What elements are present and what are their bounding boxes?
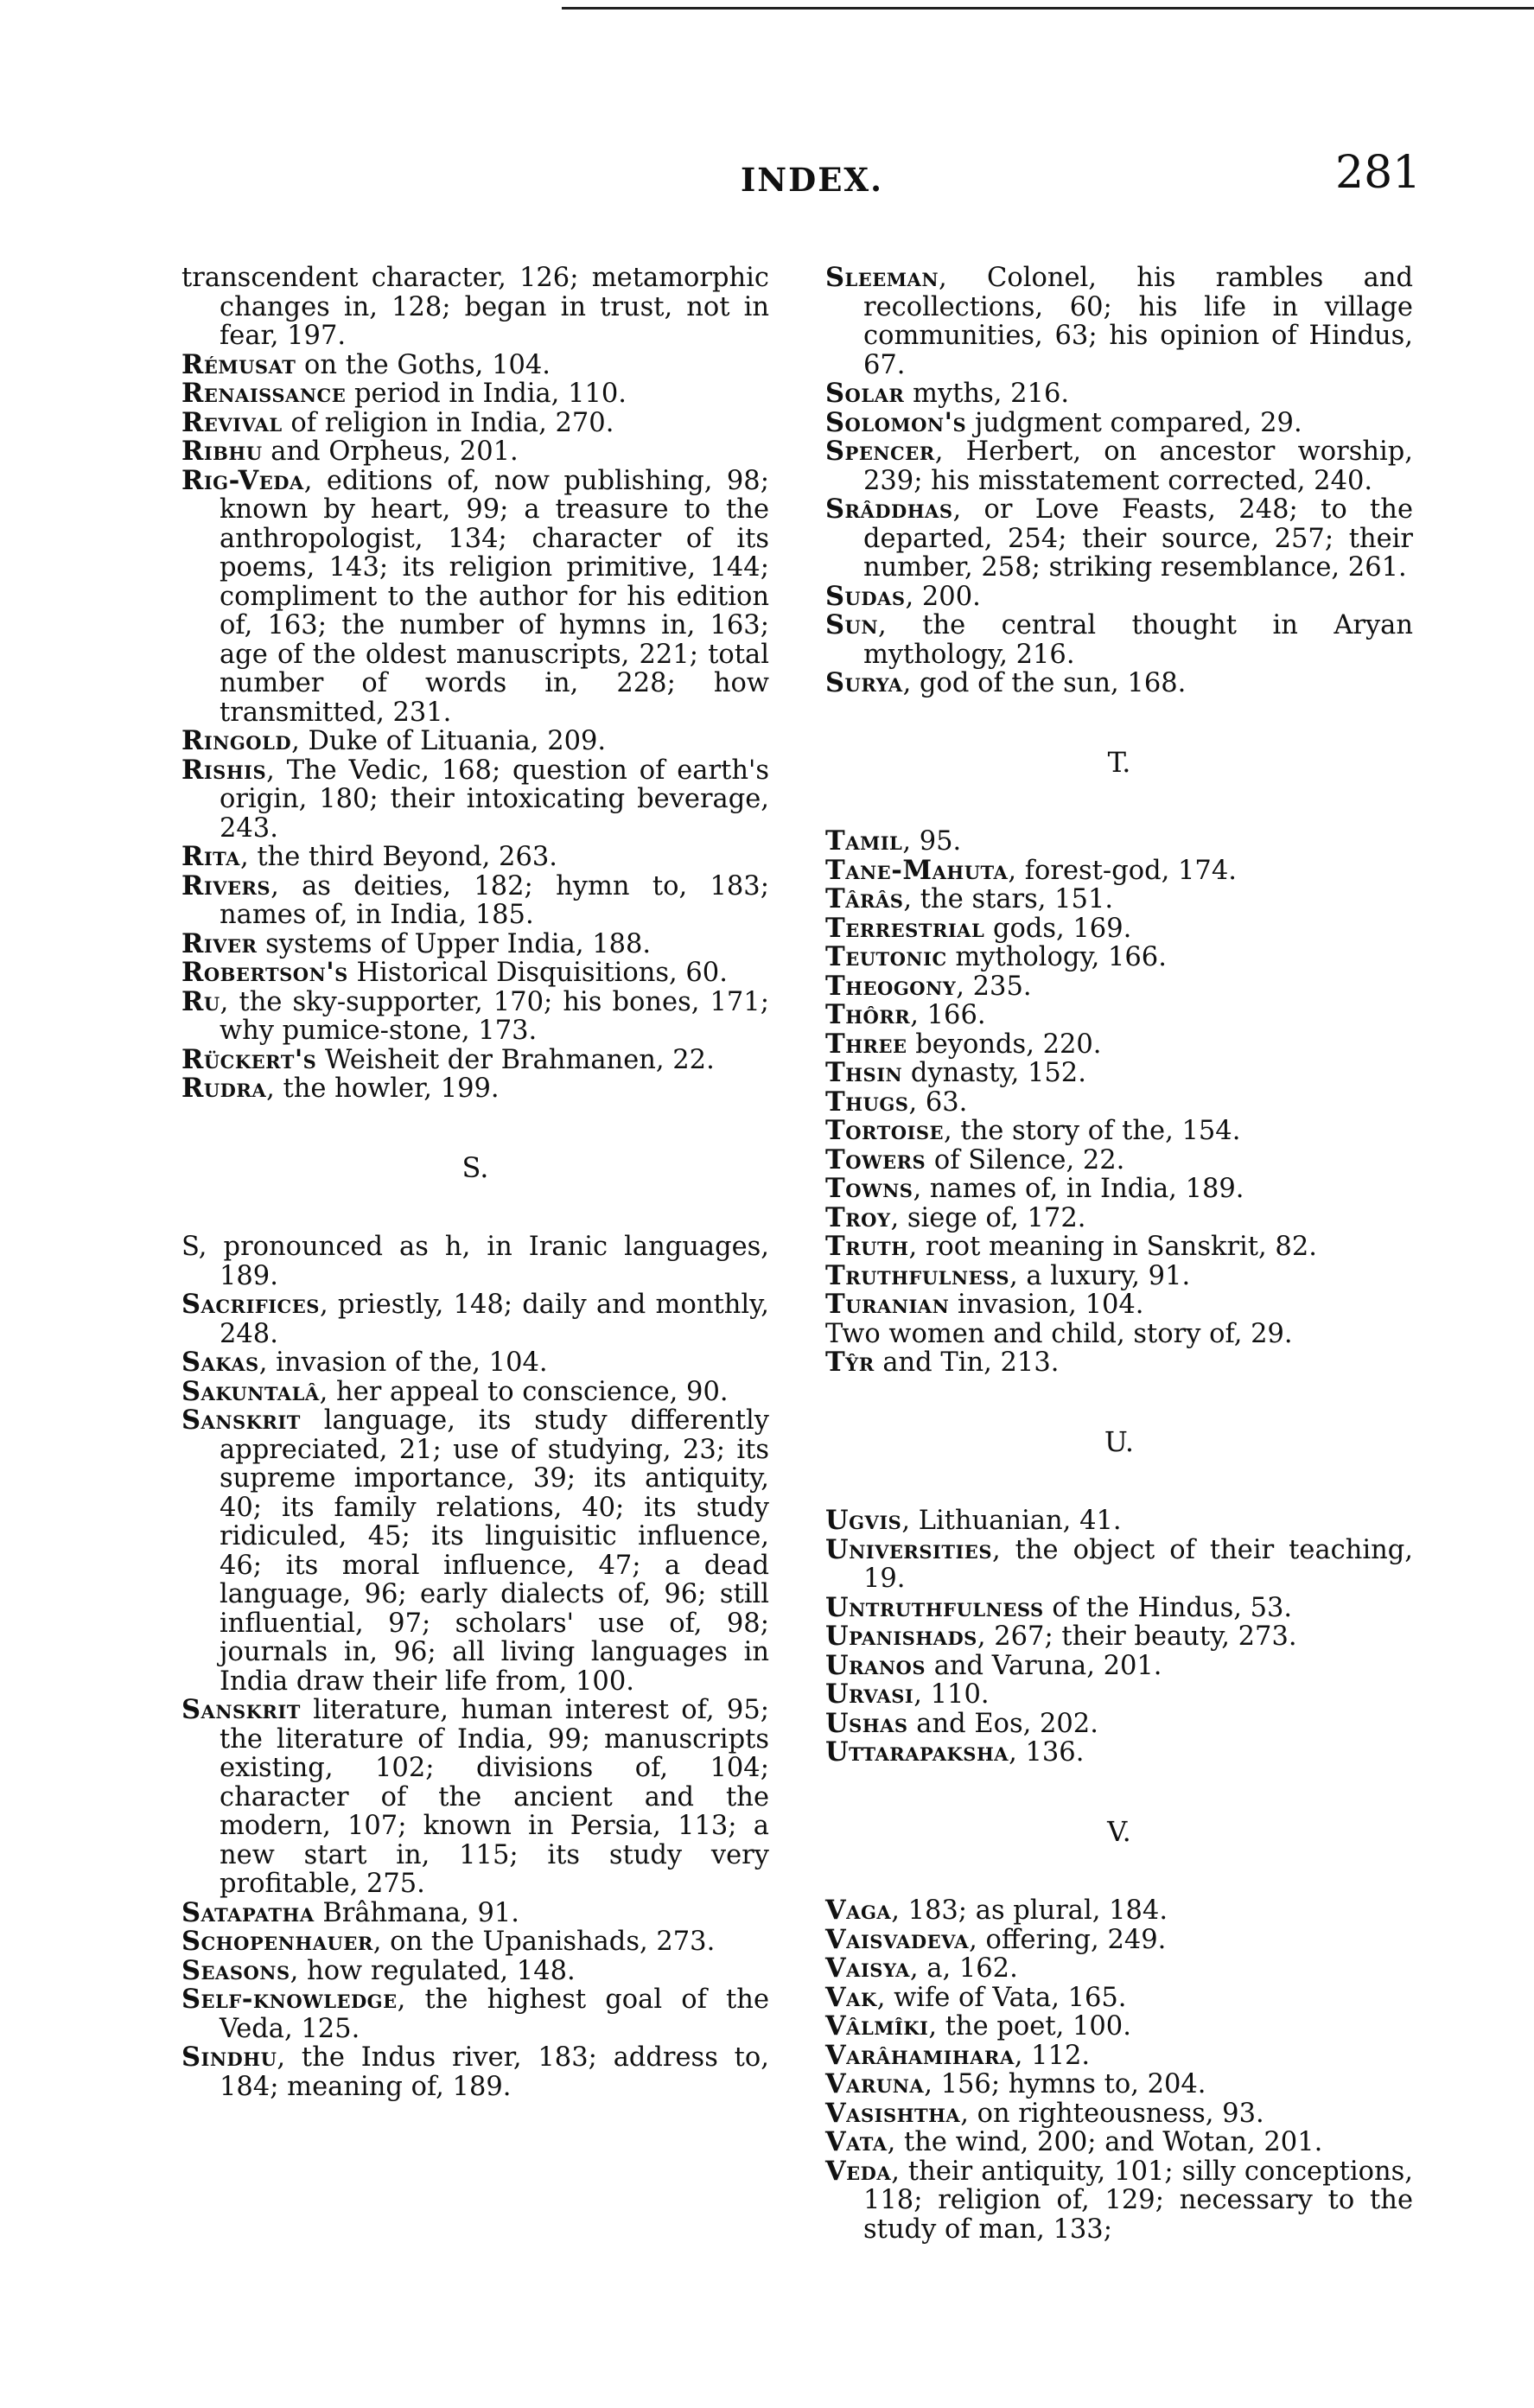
entry-headword: Vak <box>825 1981 877 2013</box>
entry-headword: Rémusat <box>181 348 296 380</box>
entry-text: , 200. <box>905 581 981 612</box>
entry-text: , the third Beyond, 263. <box>239 842 557 872</box>
index-entry <box>181 985 769 1046</box>
index-entry <box>825 1259 1413 1291</box>
entry-text: , Colonel, his rambles and recollections, 60; his life in village communities, 63; his opinion of Hindus, 67. <box>863 263 1413 380</box>
index-entry <box>181 843 769 872</box>
entry-text: , the stars, 151. <box>903 884 1114 914</box>
top-rule <box>562 7 1534 10</box>
entries-r-continued <box>181 264 769 1104</box>
entry-text: , the central thought in Aryan mythology, 216. <box>863 610 1413 670</box>
entry-text: , the poet, 100. <box>928 2011 1131 2042</box>
entry-headword: Ushas <box>825 1707 908 1739</box>
entry-text: and Orpheus, 201. <box>262 436 519 467</box>
entry-text: , as deities, 182; hymn to, 183; names of, in India, 185. <box>220 870 769 930</box>
entry-text: , wife of Vata, 165. <box>876 1982 1127 2013</box>
entry-text: and Eos, 202. <box>907 1708 1098 1739</box>
index-entry <box>181 1375 769 1407</box>
index-entry <box>181 406 769 438</box>
index-entry <box>825 2070 1413 2099</box>
index-entry <box>825 1622 1413 1652</box>
entry-text: , forest-god, 174. <box>1008 855 1237 886</box>
entry-headword: Schopenhauer <box>181 1926 373 1957</box>
index-entry <box>825 914 1413 944</box>
entry-text: dynasty, 152. <box>902 1058 1086 1088</box>
entry-text: , the object of their teaching, 19. <box>863 1534 1413 1594</box>
entry-text: , a, 162. <box>909 1953 1018 1984</box>
entry-headword: Rishis <box>181 754 267 786</box>
index-column-left <box>181 264 769 2101</box>
entry-headword: Rig-Veda <box>181 464 304 496</box>
entry-text: , priestly, 148; daily and monthly, 248. <box>220 1290 769 1349</box>
entry-text: mythology, 166. <box>946 942 1167 972</box>
entry-text: , her appeal to conscience, 90. <box>319 1376 729 1407</box>
entry-headword: Turanian <box>825 1289 950 1320</box>
entries-s-continued <box>825 264 1413 698</box>
entry-text: , offering, 249. <box>969 1924 1167 1955</box>
entry-text: , the howler, 199. <box>266 1073 500 1104</box>
index-entry <box>181 756 769 844</box>
entry-headword: Towns <box>825 1173 913 1204</box>
entry-headword: Self-knowledge <box>181 1984 398 2015</box>
entry-text: , editions of, now publishing, 98; known by heart, 99; a treasure to the anthropologist, 134; character of its poems, 143; its religion primitive, 144; compliment to the author for his edition of, 163; the number of hymns in, 163; age of the oldest manuscripts, 221; total number of words in, 228; how transmitted, 231. <box>220 465 769 728</box>
entry-headword: Tŷr <box>825 1347 875 1378</box>
index-entry <box>825 1707 1413 1739</box>
entry-headword: Sacrifices <box>181 1289 320 1320</box>
entry-text: , how regulated, 148. <box>290 1955 576 1986</box>
entry-headword: Vaga <box>825 1895 892 1926</box>
entry-headword: Sanskrit <box>181 1405 301 1436</box>
entry-text: , siege of, 172. <box>890 1202 1086 1233</box>
entry-text: , the Indus river, 183; address to, 184; meaning of, 189. <box>220 2042 769 2102</box>
entry-text: of Silence, 22. <box>926 1144 1125 1175</box>
entry-text: , the sky-supporter, 170; his bones, 171; why pumice-stone, 173. <box>220 986 769 1046</box>
section-heading-s: S. <box>461 1150 489 1184</box>
entry-text: , 63. <box>908 1086 968 1118</box>
index-entry <box>181 2043 769 2101</box>
entry-headword: Renaissance <box>181 378 347 409</box>
entry-text: , 166. <box>910 1000 986 1030</box>
entry-headword: Truthfulness <box>825 1259 1009 1291</box>
entry-headword: River <box>181 927 258 959</box>
index-entry <box>825 1649 1413 1681</box>
running-head <box>0 147 1534 216</box>
entry-headword: Ribhu <box>181 436 263 467</box>
entry-text: , 267; their beauty, 273. <box>977 1621 1297 1652</box>
entry-text: on the Goths, 104. <box>296 349 551 380</box>
index-entry <box>825 1923 1413 1955</box>
index-entry <box>181 1233 769 1290</box>
index-entry <box>825 1290 1413 1320</box>
entry-headword: Troy <box>825 1201 891 1233</box>
entry-text: , 136. <box>1009 1737 1085 1768</box>
entry-text: , on the Upanishads, 273. <box>372 1927 716 1957</box>
entry-text: , 235. <box>956 971 1032 1002</box>
entry-headword: Veda <box>825 2155 892 2187</box>
entry-headword: Rückert's <box>181 1043 317 1075</box>
entry-headword: Sun <box>825 609 879 640</box>
index-entry <box>825 1001 1413 1030</box>
index-entry <box>825 1348 1413 1378</box>
index-entry <box>825 943 1413 972</box>
entry-text: , 156; hymns to, 204. <box>924 2069 1206 2099</box>
entry-text: gods, 169. <box>984 913 1132 944</box>
entry-text: invasion, 104. <box>949 1290 1144 1320</box>
entry-text: , root meaning in Sanskrit, 82. <box>908 1232 1317 1262</box>
index-entry <box>181 1985 769 2043</box>
index-entry <box>181 1348 769 1378</box>
entry-headword: Untruthfulness <box>825 1591 1044 1623</box>
index-entry <box>825 1533 1413 1594</box>
entry-text: , 183; as plural, 184. <box>891 1895 1168 1926</box>
entry-text: judgment compared, 29. <box>966 407 1302 438</box>
entry-headword: Vaisvadeva <box>825 1923 970 1955</box>
section-heading-t: T. <box>1107 745 1131 779</box>
index-entry <box>825 406 1413 438</box>
entry-text: period in India, 110. <box>346 379 627 409</box>
entry-text: and Varuna, 201. <box>926 1650 1162 1681</box>
entry-text: , Duke of Lituania, 209. <box>291 726 607 756</box>
index-entry <box>181 464 769 728</box>
entry-headword: Varâhamihara <box>825 2039 1015 2071</box>
entry-text: myths, 216. <box>904 379 1070 409</box>
index-entry <box>181 1406 769 1696</box>
index-entry <box>825 1059 1413 1088</box>
index-entry <box>181 437 769 467</box>
index-entry <box>181 348 769 380</box>
index-entry <box>825 1143 1413 1175</box>
entry-headword: Solar <box>825 378 905 409</box>
index-entry <box>825 1233 1413 1262</box>
entry-text: Historical Disquisitions, 60. <box>347 958 728 988</box>
index-entry <box>181 1927 769 1957</box>
index-entry <box>825 1680 1413 1710</box>
entry-headword: Srâddhas <box>825 494 953 525</box>
entry-text: of the Hindus, 53. <box>1043 1592 1293 1623</box>
index-entry <box>825 885 1413 914</box>
entry-text: , on righteousness, 93. <box>960 2098 1264 2129</box>
entry-text: Brâhmana, 91. <box>314 1897 519 1928</box>
entry-text: , their antiquity, 101; silly conceptions, 118; religion of, 129; necessary to the study of man, 133; <box>863 2156 1413 2245</box>
index-entry <box>181 264 769 351</box>
entry-text: , Lithuanian, 41. <box>901 1506 1122 1536</box>
index-entry <box>825 580 1413 612</box>
entry-headword: Theogony <box>825 970 957 1002</box>
entry-headword: Tane-Mahuta <box>825 854 1009 886</box>
entry-text: , the highest goal of the Veda, 125. <box>220 1984 769 2044</box>
entry-headword: Three <box>825 1028 907 1060</box>
entry-headword: Sanskrit <box>181 1694 301 1725</box>
entry-headword: Ringold <box>181 725 292 756</box>
entry-headword: Ru <box>181 985 220 1017</box>
entry-headword: Towers <box>825 1143 926 1175</box>
entry-text: S, pronounced as h, in Iranic languages, 189. <box>181 1232 769 1291</box>
index-entry <box>181 959 769 988</box>
index-entry <box>825 1954 1413 1984</box>
entries-u <box>825 1507 1413 1768</box>
index-entry <box>181 1896 769 1928</box>
entry-headword: Vâlmîki <box>825 2010 929 2042</box>
entry-text: , Herbert, on ancestor worship, 239; his misstatement corrected, 240. <box>863 436 1413 496</box>
entry-headword: Surya <box>825 667 903 698</box>
entry-headword: Sindhu <box>181 2042 277 2073</box>
index-entry <box>825 1175 1413 1204</box>
index-entry <box>181 1074 769 1104</box>
entry-text: , god of the sun, 168. <box>902 668 1187 698</box>
index-entry <box>825 1981 1413 2013</box>
entry-text: , The Vedic, 168; question of earth's origin, 180; their intoxicating beverage, 243. <box>220 755 769 844</box>
index-entry <box>825 1320 1413 1349</box>
entry-text: , 110. <box>913 1679 990 1710</box>
index-entry <box>825 1030 1413 1060</box>
index-entry <box>825 1117 1413 1146</box>
index-entry <box>825 1201 1413 1233</box>
entry-headword: Satapatha <box>181 1896 315 1928</box>
index-entry <box>825 379 1413 409</box>
index-entry <box>825 972 1413 1002</box>
entry-headword: Teutonic <box>825 941 947 972</box>
entry-headword: Vata <box>825 2126 888 2157</box>
entry-text: , the wind, 200; and Wotan, 201. <box>887 2127 1323 2157</box>
entries-v <box>825 1896 1413 2244</box>
entry-text: Two women and child, story of, 29. <box>825 1318 1293 1349</box>
index-entry <box>825 611 1413 669</box>
index-entry <box>181 1696 769 1899</box>
index-entry <box>825 1507 1413 1536</box>
index-entry <box>181 927 769 959</box>
entry-headword: Vaisya <box>825 1953 910 1984</box>
entry-text: , invasion of the, 104. <box>258 1347 548 1378</box>
entry-headword: Terrestrial <box>825 912 985 944</box>
entry-headword: Tortoise <box>825 1115 944 1146</box>
entry-headword: Târâs <box>825 883 904 914</box>
index-entry <box>825 1738 1413 1768</box>
index-entry <box>181 1043 769 1075</box>
entry-headword: Sudas <box>825 580 906 612</box>
index-entry <box>825 669 1413 698</box>
entry-text: , or Love Feasts, 248; to the departed, 254; their source, 257; their number, 258; striking resemblance, 261. <box>863 494 1413 583</box>
entry-headword: Sakas <box>181 1347 259 1378</box>
entry-headword: Truth <box>825 1231 909 1262</box>
section-heading-u: U. <box>1104 1424 1135 1458</box>
index-entry <box>825 1591 1413 1623</box>
index-entry <box>181 1290 769 1348</box>
entry-headword: Tamil <box>825 825 903 857</box>
index-entry <box>825 2157 1413 2245</box>
index-entry <box>825 2039 1413 2071</box>
index-entry <box>825 854 1413 886</box>
entry-text: Weisheit der Brahmanen, 22. <box>316 1044 715 1075</box>
entry-headword: Rudra <box>181 1073 267 1104</box>
entry-headword: Revival <box>181 406 283 438</box>
index-entry <box>825 495 1413 583</box>
running-title: INDEX. <box>741 161 884 199</box>
entry-text: systems of Upper India, 188. <box>257 928 652 959</box>
entry-text: transcendent character, 126; metamorphic changes in, 128; began in trust, not in fear, 197. <box>181 263 769 351</box>
entry-text: and Tin, 213. <box>874 1347 1060 1378</box>
entry-text: of religion in India, 270. <box>282 407 614 438</box>
index-entry <box>181 379 769 409</box>
entry-headword: Seasons <box>181 1954 290 1986</box>
index-entry <box>181 1954 769 1986</box>
entry-headword: Rivers <box>181 870 271 901</box>
index-entry <box>825 2128 1413 2157</box>
entry-text: beyonds, 220. <box>907 1029 1102 1060</box>
entry-headword: Thugs <box>825 1086 909 1118</box>
entry-headword: Robertson's <box>181 957 348 988</box>
page-number: 281 <box>1335 147 1422 199</box>
entry-headword: Sleeman <box>825 262 939 293</box>
entry-headword: Thôrr <box>825 999 911 1030</box>
entry-headword: Uttarapaksha <box>825 1736 1009 1768</box>
entries-t <box>825 827 1413 1378</box>
entry-text: language, its study differently appreciated, 21; use of studying, 23; its supreme importance, 39; its antiquity, 40; its family relations, 40; its study ridiculed, 45; its linguisitic influence, 46; its moral influence, 47; a dead language, 96; early dialects of, 96; still influential, 97; scholars' use of, 98; journals in, 96; all living languages in India draw their life from, 100. <box>220 1405 769 1697</box>
entries-s <box>181 1233 769 2101</box>
entry-headword: Upanishads <box>825 1621 977 1652</box>
entry-text: , 95. <box>902 826 962 857</box>
entry-headword: Thsin <box>825 1057 903 1088</box>
index-entry <box>825 827 1413 857</box>
entry-text: , names of, in India, 189. <box>913 1174 1244 1204</box>
entry-text: , a luxury, 91. <box>1009 1260 1191 1291</box>
index-entry <box>181 727 769 756</box>
index-entry <box>825 2099 1413 2129</box>
entry-text: , the story of the, 154. <box>944 1116 1241 1146</box>
entry-headword: Uranos <box>825 1649 926 1681</box>
index-entry <box>825 1896 1413 1926</box>
entry-headword: Varuna <box>825 2068 925 2099</box>
entry-text: , 112. <box>1014 2040 1091 2071</box>
entry-headword: Sakuntalâ <box>181 1375 320 1407</box>
index-entry <box>825 437 1413 495</box>
entry-headword: Spencer <box>825 436 935 467</box>
index-column-right <box>825 264 1413 2244</box>
index-entry <box>181 872 769 930</box>
entry-headword: Solomon's <box>825 406 967 438</box>
index-entry <box>825 2012 1413 2042</box>
entry-headword: Vasishtha <box>825 2097 961 2129</box>
entry-headword: Rita <box>181 841 240 872</box>
entry-headword: Universities <box>825 1533 992 1565</box>
section-heading-v: V. <box>1107 1814 1131 1848</box>
entry-headword: Urvasi <box>825 1679 914 1710</box>
index-entry <box>825 264 1413 379</box>
index-entry <box>825 1088 1413 1118</box>
entry-headword: Ugvis <box>825 1505 902 1536</box>
entry-text: literature, human interest of, 95; the literature of India, 99; manuscripts existing, 102; divisions of, 104; character of the ancient and the modern, 107; known in Persia, 113; a new start in, 115; its study very profitable, 275. <box>220 1695 769 1899</box>
